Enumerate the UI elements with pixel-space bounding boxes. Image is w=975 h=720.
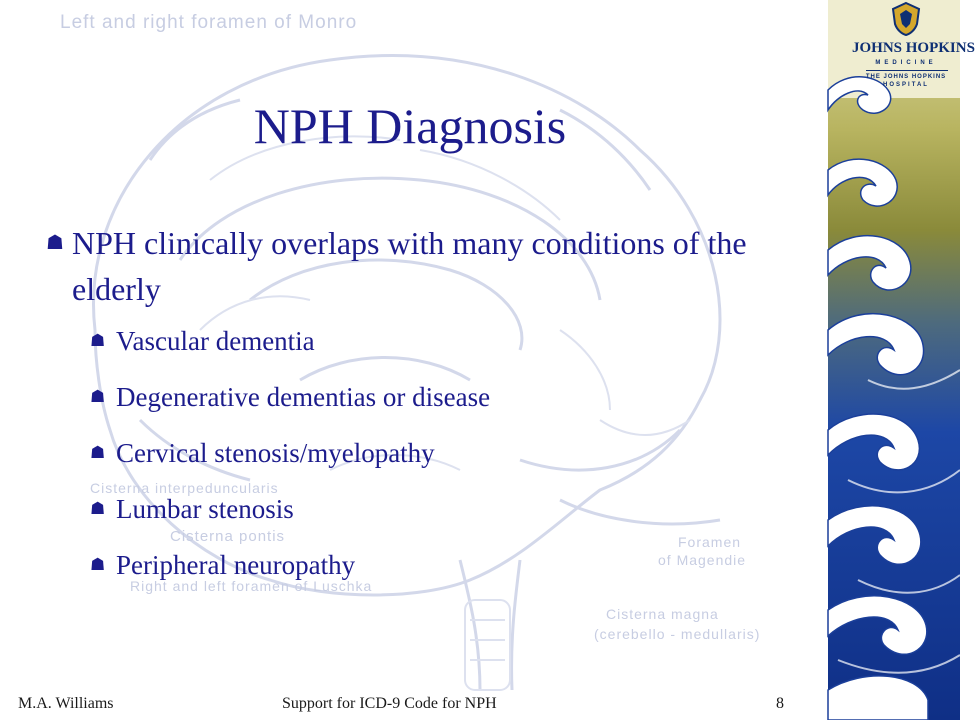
logo-hospital-line2: HOSPITAL	[883, 82, 929, 88]
sub-bullet-item	[90, 492, 786, 526]
footer-title: Support for ICD-9 Code for NPH	[282, 695, 497, 712]
bg-label-cisterna-interpeduncularis: Cisterna interpeduncularis	[90, 480, 279, 496]
bullet-marker-icon: ☗	[90, 331, 106, 350]
logo-hospital-line1: THE JOHNS HOPKINS	[865, 74, 947, 80]
page-number: 8	[776, 695, 784, 712]
johns-hopkins-logo	[852, 0, 975, 92]
sub-bullet-text: Cervical stenosis/myelopathy	[116, 438, 435, 468]
bullet-marker-icon: ☗	[90, 443, 106, 462]
bg-label-foramen-monro: Left and right foramen of Monro	[60, 12, 358, 33]
bullet-list	[46, 220, 786, 604]
footer-author: M.A. Williams	[18, 695, 114, 712]
bullet-marker-icon: ☗	[46, 232, 64, 254]
sub-bullet-text: Peripheral neuropathy	[116, 550, 356, 580]
bullet-text: NPH clinically overlaps with many conditions of the elderly	[72, 225, 747, 307]
shield-icon	[891, 2, 921, 36]
bg-label-cisterna-magna: Cisterna magna	[606, 606, 719, 622]
logo-name: JOHNS HOPKINS	[852, 40, 975, 56]
bg-label-cisterna-pontis: Cisterna pontis	[170, 528, 286, 545]
wave-decoration	[828, 0, 975, 720]
bg-label-foramen-luschka: Right and left foramen of Luschka	[130, 578, 373, 594]
bullet-marker-icon: ☗	[90, 555, 106, 574]
bg-label-cerebello-medullaris: (cerebello - medullaris)	[594, 626, 761, 642]
sub-bullet-item	[90, 324, 786, 358]
sub-bullet-item	[90, 548, 786, 582]
slide-title: NPH Diagnosis	[253, 98, 567, 154]
sub-bullet-text: Degenerative dementias or disease	[116, 382, 491, 412]
bg-label-foramen: Foramen	[678, 534, 742, 550]
sub-bullet-item	[90, 380, 786, 414]
bullet-item	[46, 220, 786, 312]
bg-label-magendie: of Magendie	[658, 552, 747, 568]
logo-divider	[866, 70, 948, 71]
logo-medicine: MEDICINE	[875, 60, 937, 66]
sub-bullet-text: Vascular dementia	[116, 326, 315, 356]
bullet-marker-icon: ☗	[90, 387, 106, 406]
bullet-marker-icon: ☗	[90, 499, 106, 518]
sub-bullet-text: Lumbar stenosis	[116, 494, 294, 524]
sub-bullet-item	[90, 436, 786, 470]
